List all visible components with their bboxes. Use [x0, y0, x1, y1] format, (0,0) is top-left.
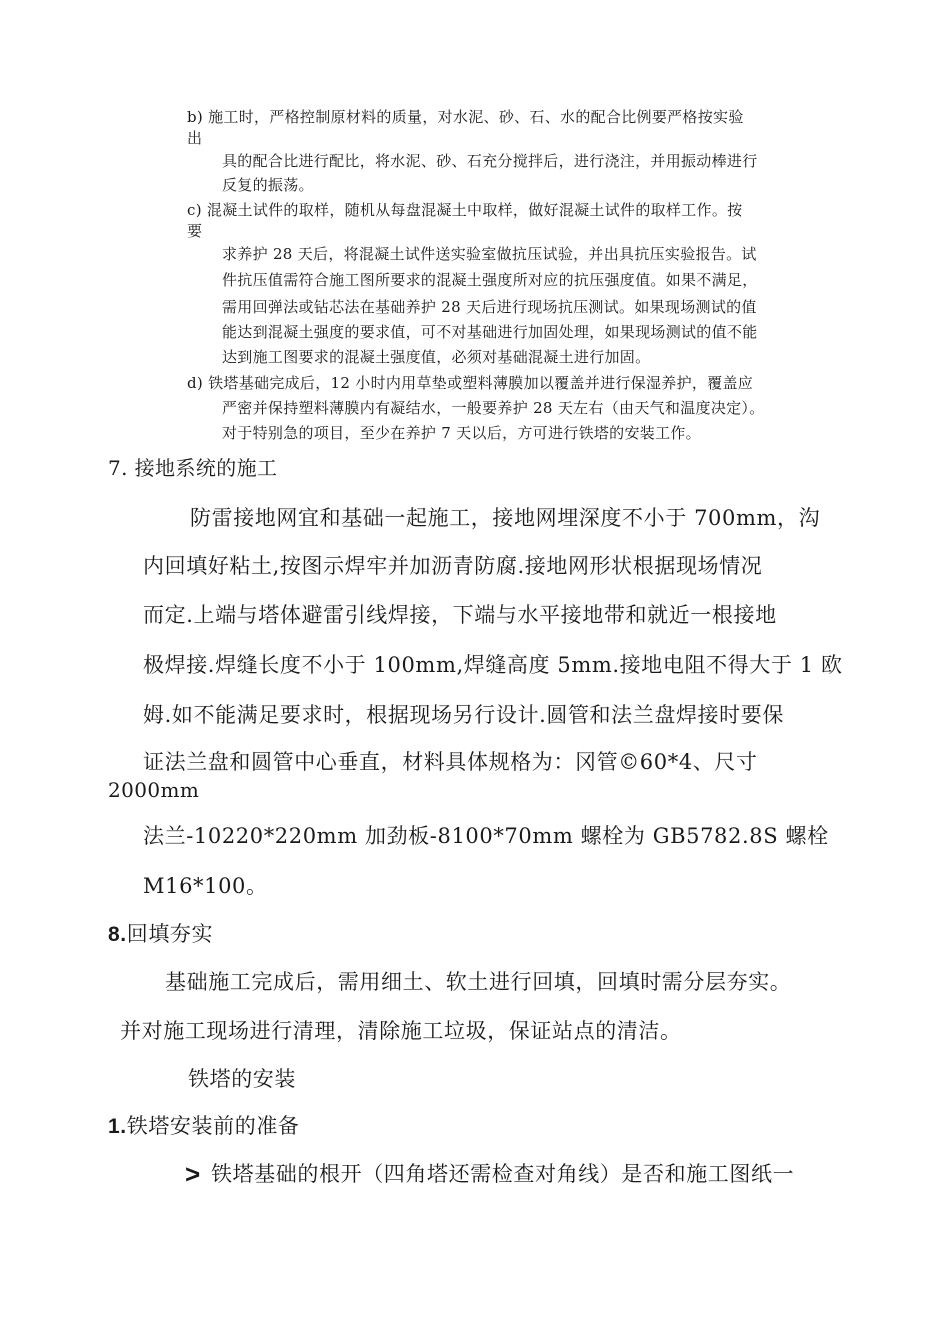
section-8-paragraph-line: 并对施工现场进行清理，清除施工垃圾，保证站点的清洁。 — [120, 1019, 682, 1043]
item-b-line: b) 施工时，严格控制原材料的质量，对水泥、砂、石、水的配合比例要严格按实验 — [187, 108, 744, 126]
section-7-paragraph-line: 而定.上端与塔体避雷引线焊接，下端与水平接地带和就近一根接地 — [143, 603, 777, 627]
item-d-line: 严密并保持塑料薄膜内有凝结水，一般要养护 28 天左右（由天气和温度决定）。 — [222, 399, 765, 417]
item-c-line: c) 混凝土试件的取样，随机从每盘混凝土中取样，做好混凝土试件的取样工作。按 — [187, 201, 743, 219]
section-7-heading: 7. 接地系统的施工 — [108, 456, 278, 480]
item-d-line: d) 铁塔基础完成后，12 小时内用草垫或塑料薄膜加以覆盖并进行保湿养护，覆盖应 — [187, 374, 754, 392]
tower-prep-title: 铁塔安装前的准备 — [126, 1114, 300, 1138]
section-7-paragraph-line: 内回填好粘土,按图示焊牢并加沥青防腐.接地网形状根据现场情况 — [143, 554, 763, 578]
tower-prep-heading — [108, 1116, 300, 1137]
item-b-line: 具的配合比进行配比，将水泥、砂、石充分搅拌后，进行浇注，并用振动棒进行 — [222, 152, 758, 170]
section-7-paragraph-line: 证法兰盘和圆管中心垂直，材料具体规格为：冈管©60*4、尺寸 — [143, 750, 758, 774]
item-c-line: 达到施工图要求的混凝土强度值，必须对基础混凝土进行加固。 — [222, 348, 651, 366]
chevron-right-icon: > — [185, 1159, 201, 1189]
item-c-line: 求养护 28 天后，将混凝土试件送实验室做抗压试验，并出具抗压实验报告。试 — [222, 245, 757, 263]
tower-prep-bullet — [185, 1161, 200, 1187]
item-d-line: 对于特别急的项目，至少在养护 7 天以后，方可进行铁塔的安装工作。 — [222, 424, 701, 442]
item-c-line: 件抗压值需符合施工图所要求的混凝土强度所对应的抗压强度值。如果不满足， — [222, 271, 758, 289]
section-8-title: 回填夯实 — [126, 922, 214, 946]
item-c-wrap: 要 — [187, 222, 203, 240]
section-8-paragraph-line: 基础施工完成后，需用细土、软土进行回填，回填时需分层夯实。 — [165, 970, 792, 994]
section-7-paragraph-wrap: 2000mm — [108, 778, 200, 802]
section-7-paragraph-line: 姆.如不能满足要求时，根据现场另行设计.圆管和法兰盘焊接时要保 — [143, 703, 784, 727]
item-c-line: 需用回弹法或钻芯法在基础养护 28 天后进行现场抗压测试。如果现场测试的值 — [222, 298, 757, 316]
item-b-line: 反复的振荡。 — [222, 176, 314, 194]
item-c-line: 能达到混凝土强度的要求值，可不对基础进行加固处理，如果现场测试的值不能 — [222, 323, 758, 341]
tower-prep-number: 1. — [108, 1115, 127, 1138]
section-8-number: 8. — [108, 923, 127, 946]
tower-install-title: 铁塔的安装 — [188, 1067, 296, 1091]
item-b-wrap: 出 — [187, 129, 203, 147]
section-7-paragraph-line: M16*100。 — [143, 874, 268, 898]
section-7-paragraph-line: 法兰-10220*220mm 加劲板-8100*70mm 螺栓为 GB5782.8S 螺栓 — [143, 824, 829, 848]
section-7-paragraph-line: 极焊接.焊缝长度不小于 100mm,焊缝高度 5mm.接地电阻不得大于 1 欧 — [143, 653, 843, 677]
section-8-heading — [108, 924, 213, 945]
tower-prep-bullet-text: 铁塔基础的根开（四角塔还需检查对角线）是否和施工图纸一 — [211, 1162, 795, 1186]
section-7-paragraph-line: 防雷接地网宜和基础一起施工，接地网埋深度不小于 700mm，沟 — [190, 506, 821, 530]
